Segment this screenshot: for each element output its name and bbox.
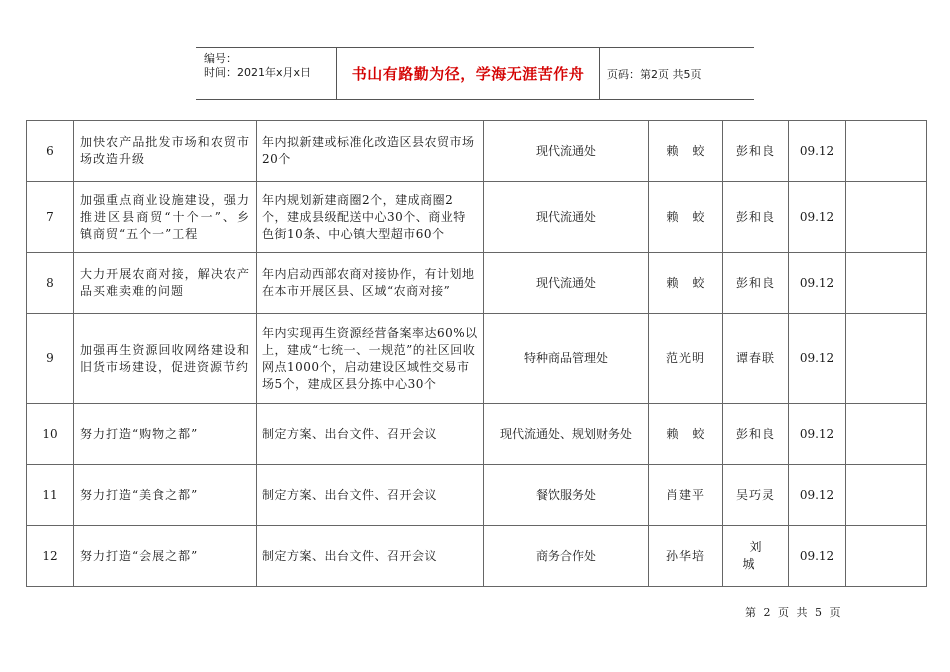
dept-cell: 现代流通处、规划财务处 xyxy=(484,404,649,465)
dept-cell: 商务合作处 xyxy=(484,526,649,587)
resp-cell: 彭和良 xyxy=(723,253,789,314)
page-footer: 第 2 页 共 5 页 xyxy=(745,606,843,619)
dept-cell: 现代流通处 xyxy=(484,121,649,182)
lead-cell: 孙华培 xyxy=(649,526,723,587)
task-cell: 加强再生资源回收网络建设和旧货市场建设，促进资源节约 xyxy=(74,314,257,404)
lead-cell: 范光明 xyxy=(649,314,723,404)
lead-cell: 赖蛟 xyxy=(649,253,723,314)
table-row xyxy=(27,526,927,587)
note-cell xyxy=(846,253,927,314)
date-cell: 09.12 xyxy=(789,526,846,587)
dept-cell: 现代流通处 xyxy=(484,253,649,314)
table-row xyxy=(27,121,927,182)
date-cell: 09.12 xyxy=(789,182,846,253)
row-number: 9 xyxy=(27,314,74,404)
row-number: 12 xyxy=(27,526,74,587)
goal-cell: 制定方案、出台文件、召开会议 xyxy=(257,526,484,587)
resp-cell: 彭和良 xyxy=(723,182,789,253)
table-row xyxy=(27,182,927,253)
goal-cell: 年内启动西部农商对接协作，有计划地在本市开展区县、区域“农商对接” xyxy=(257,253,484,314)
note-cell xyxy=(846,404,927,465)
note-cell xyxy=(846,465,927,526)
task-cell: 努力打造“美食之都” xyxy=(74,465,257,526)
goal-cell: 年内实现再生资源经营备案率达60%以上，建成“七统一、一规范”的社区回收网点1000个，启动建设区域性交易市场5个，建成区县分拣中心30个 xyxy=(257,314,484,404)
page-header xyxy=(196,47,754,100)
note-cell xyxy=(846,182,927,253)
task-table xyxy=(26,120,927,587)
goal-cell: 制定方案、出台文件、召开会议 xyxy=(257,465,484,526)
resp-cell: 彭和良 xyxy=(723,404,789,465)
dept-cell: 现代流通处 xyxy=(484,182,649,253)
row-number: 6 xyxy=(27,121,74,182)
date-cell: 09.12 xyxy=(789,121,846,182)
table-row xyxy=(27,465,927,526)
date-cell: 09.12 xyxy=(789,465,846,526)
note-cell xyxy=(846,526,927,587)
note-cell xyxy=(846,314,927,404)
row-number: 10 xyxy=(27,404,74,465)
table-row xyxy=(27,314,927,404)
lead-cell: 赖蛟 xyxy=(649,404,723,465)
table-row xyxy=(27,253,927,314)
goal-cell: 年内规划新建商圈2个，建成商圈2个，建成县级配送中心30个、商业特色街10条、中心镇大型超市60个 xyxy=(257,182,484,253)
resp-cell: 谭春联 xyxy=(723,314,789,404)
row-number: 11 xyxy=(27,465,74,526)
task-cell: 大力开展农商对接，解决农产品买难卖难的问题 xyxy=(74,253,257,314)
resp-cell: 刘城 xyxy=(723,526,789,587)
lead-cell: 赖蛟 xyxy=(649,182,723,253)
date-cell: 09.12 xyxy=(789,253,846,314)
resp-cell: 吴巧灵 xyxy=(723,465,789,526)
table-row xyxy=(27,404,927,465)
task-cell: 加强重点商业设施建设，强力推进区县商贸“十个一”、乡镇商贸“五个一”工程 xyxy=(74,182,257,253)
time-label: 时间：2021年x月x日 xyxy=(204,66,312,79)
task-cell: 努力打造“会展之都” xyxy=(74,526,257,587)
date-cell: 09.12 xyxy=(789,404,846,465)
row-number: 7 xyxy=(27,182,74,253)
goal-cell: 年内拟新建或标准化改造区县农贸市场20个 xyxy=(257,121,484,182)
dept-cell: 特种商品管理处 xyxy=(484,314,649,404)
motto: 书山有路勤为径，学海无涯苦作舟 xyxy=(337,48,600,99)
page-indicator: 页码：第2页 共5页 xyxy=(607,67,702,81)
resp-cell: 彭和良 xyxy=(723,121,789,182)
row-number: 8 xyxy=(27,253,74,314)
lead-cell: 赖蛟 xyxy=(649,121,723,182)
header-meta xyxy=(196,48,337,99)
lead-cell: 肖建平 xyxy=(649,465,723,526)
note-cell xyxy=(846,121,927,182)
goal-cell: 制定方案、出台文件、召开会议 xyxy=(257,404,484,465)
date-cell: 09.12 xyxy=(789,314,846,404)
task-cell: 努力打造“购物之都” xyxy=(74,404,257,465)
code-label: 编号： xyxy=(204,52,237,65)
dept-cell: 餐饮服务处 xyxy=(484,465,649,526)
task-cell: 加快农产品批发市场和农贸市场改造升级 xyxy=(74,121,257,182)
